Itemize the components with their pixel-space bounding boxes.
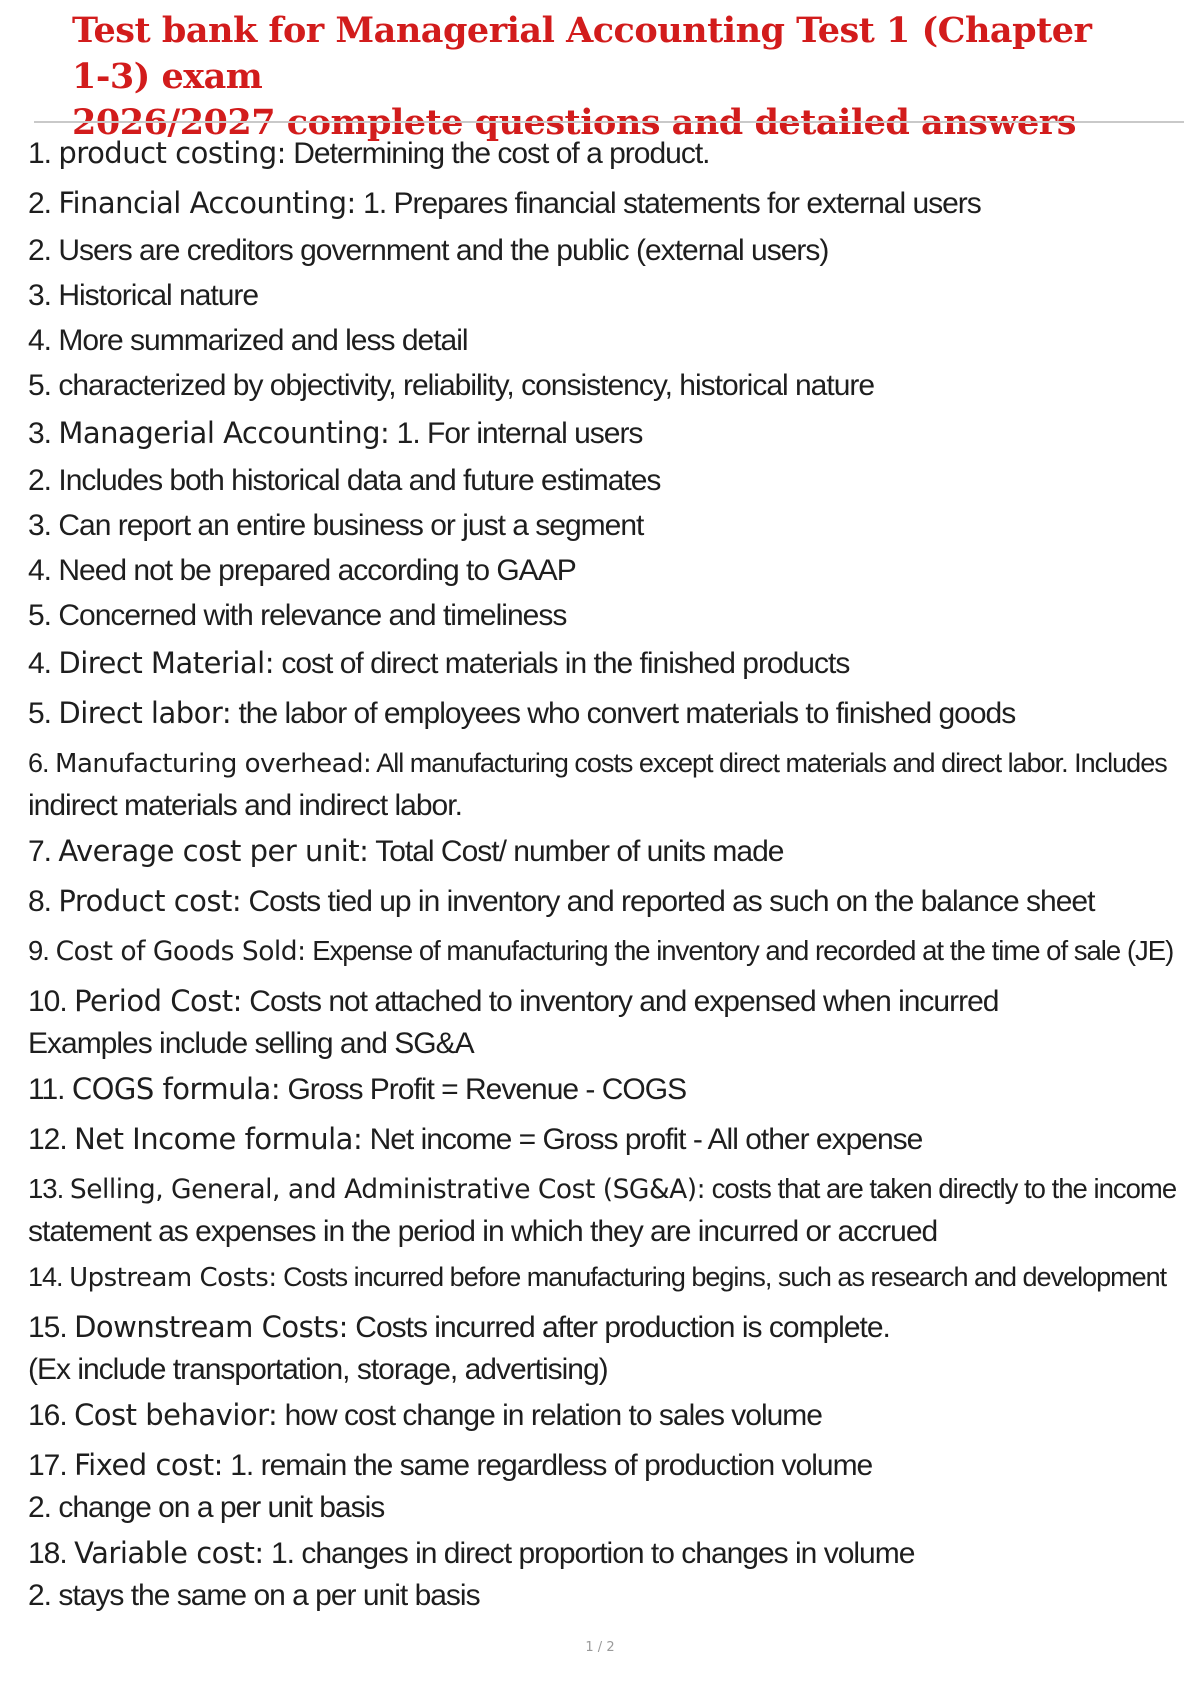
answer-continuation-line bbox=[28, 318, 1188, 363]
item-term: product costing: bbox=[58, 136, 286, 170]
line-text: 2. change on a per unit basis bbox=[28, 1491, 385, 1524]
question-item bbox=[28, 738, 1188, 788]
item-term: Financial Accounting: bbox=[58, 186, 356, 220]
item-definition: Net income = Gross profit - All other expense bbox=[369, 1123, 923, 1156]
question-item bbox=[28, 926, 1188, 976]
answer-continuation-line bbox=[28, 548, 1188, 593]
item-number: 4. bbox=[28, 647, 52, 680]
item-term: Manufacturing overhead: bbox=[55, 749, 372, 779]
item-number: 10. bbox=[28, 985, 67, 1018]
item-number: 18. bbox=[28, 1537, 67, 1570]
item-definition: Gross Profit = Revenue - COGS bbox=[287, 1073, 687, 1106]
item-term: COGS formula: bbox=[71, 1072, 281, 1106]
item-term: Cost of Goods Sold: bbox=[55, 936, 306, 967]
item-number: 13. bbox=[28, 1173, 64, 1204]
answer-continuation-line bbox=[28, 273, 1188, 318]
item-term: Cost behavior: bbox=[74, 1398, 278, 1432]
item-term: Fixed cost: bbox=[74, 1448, 223, 1482]
question-item bbox=[28, 1528, 1188, 1578]
document-title-line-2: 2026/2027 complete questions and detailed answers bbox=[72, 102, 1076, 143]
item-definition: Costs incurred before manufacturing begins, such as research and development bbox=[283, 1262, 1167, 1292]
item-number: 1. bbox=[28, 137, 52, 170]
question-item bbox=[28, 638, 1188, 688]
item-term: Upstream Costs: bbox=[69, 1263, 277, 1293]
answer-continuation-line bbox=[28, 458, 1188, 503]
question-item bbox=[28, 128, 1188, 178]
item-term: Average cost per unit: bbox=[58, 834, 369, 868]
answer-continuation-line bbox=[28, 593, 1188, 638]
item-definition: Total Cost/ number of units made bbox=[375, 835, 784, 868]
line-text: 3. Can report an entire business or just a segment bbox=[28, 509, 644, 542]
title-divider bbox=[34, 121, 1184, 123]
question-item bbox=[28, 1252, 1188, 1302]
item-definition: how cost change in relation to sales volume bbox=[284, 1399, 822, 1432]
answer-continuation-line bbox=[28, 1488, 1188, 1528]
page-indicator: 1 / 2 bbox=[585, 1640, 615, 1655]
item-definition: the labor of employees who convert materials to finished goods bbox=[238, 697, 1016, 730]
item-definition: 1. changes in direct proportion to changes in volume bbox=[270, 1537, 915, 1570]
item-definition: Determining the cost of a product. bbox=[293, 137, 710, 170]
item-definition: 1. Prepares financial statements for external users bbox=[363, 187, 981, 220]
item-definition: cost of direct materials in the finished products bbox=[281, 647, 850, 680]
item-term: Net Income formula: bbox=[74, 1122, 363, 1156]
item-number: 14. bbox=[28, 1262, 63, 1292]
answer-continuation-line bbox=[28, 228, 1188, 273]
line-text: 3. Historical nature bbox=[28, 279, 259, 312]
item-number: 6. bbox=[28, 748, 49, 778]
question-item bbox=[28, 876, 1188, 926]
question-item bbox=[28, 1302, 1188, 1352]
question-item bbox=[28, 178, 1188, 228]
question-item bbox=[28, 826, 1188, 876]
line-text: 4. Need not be prepared according to GAAP bbox=[28, 554, 576, 587]
answer-continuation-line bbox=[28, 1350, 1188, 1390]
item-number: 3. bbox=[28, 417, 52, 450]
item-term: Direct Material: bbox=[58, 646, 275, 680]
line-text: 2. stays the same on a per unit basis bbox=[28, 1579, 480, 1612]
item-number: 15. bbox=[28, 1311, 67, 1344]
item-definition: 1. remain the same regardless of production volume bbox=[230, 1449, 873, 1482]
item-number: 7. bbox=[28, 835, 52, 868]
item-term: Selling, General, and Administrative Cost (SG&A): bbox=[69, 1174, 706, 1205]
line-text: 5. characterized by objectivity, reliability, consistency, historical nature bbox=[28, 369, 875, 402]
answer-continuation-line bbox=[28, 363, 1188, 408]
answer-continuation-line bbox=[28, 786, 1188, 826]
document-title bbox=[72, 8, 1132, 146]
question-item bbox=[28, 688, 1188, 738]
item-number: 2. bbox=[28, 187, 52, 220]
item-number: 12. bbox=[28, 1123, 67, 1156]
item-number: 8. bbox=[28, 885, 52, 918]
item-definition: Costs not attached to inventory and expensed when incurred bbox=[249, 985, 999, 1018]
question-item bbox=[28, 1164, 1188, 1214]
item-definition: Costs tied up in inventory and reported as such on the balance sheet bbox=[248, 885, 1095, 918]
question-item bbox=[28, 1390, 1188, 1440]
document-title-line-1: Test bank for Managerial Accounting Test 1 (Chapter 1-3) exam bbox=[72, 10, 1092, 97]
item-term: Direct labor: bbox=[58, 696, 232, 730]
answer-continuation-line bbox=[28, 1024, 1188, 1064]
line-text: Examples include selling and SG&A bbox=[28, 1027, 474, 1060]
item-definition: 1. For internal users bbox=[396, 417, 643, 450]
item-definition: All manufacturing costs except direct materials and direct labor. Includes bbox=[376, 748, 1167, 778]
item-definition: Costs incurred after production is complete. bbox=[355, 1311, 890, 1344]
question-item bbox=[28, 1114, 1188, 1164]
answer-continuation-line bbox=[28, 1212, 1188, 1252]
question-item bbox=[28, 408, 1188, 458]
answer-continuation-line bbox=[28, 1576, 1188, 1616]
item-term: Variable cost: bbox=[74, 1536, 264, 1570]
item-number: 17. bbox=[28, 1449, 67, 1482]
line-text: indirect materials and indirect labor. bbox=[28, 789, 462, 822]
item-definition: costs that are taken directly to the income bbox=[711, 1173, 1177, 1204]
item-definition: Expense of manufacturing the inventory and recorded at the time of sale (JE) bbox=[312, 935, 1174, 966]
line-text: statement as expenses in the period in which they are incurred or accrued bbox=[28, 1215, 938, 1248]
question-item bbox=[28, 1064, 1188, 1114]
line-text: 4. More summarized and less detail bbox=[28, 324, 468, 357]
question-answer-list bbox=[28, 128, 1188, 1616]
answer-continuation-line bbox=[28, 503, 1188, 548]
item-number: 11. bbox=[28, 1073, 65, 1106]
item-term: Period Cost: bbox=[74, 984, 242, 1018]
item-term: Downstream Costs: bbox=[74, 1310, 348, 1344]
line-text: 2. Users are creditors government and the public (external users) bbox=[28, 234, 829, 267]
item-term: Managerial Accounting: bbox=[58, 416, 390, 450]
item-number: 16. bbox=[28, 1399, 67, 1432]
item-number: 5. bbox=[28, 697, 52, 730]
item-number: 9. bbox=[28, 935, 49, 966]
line-text: 2. Includes both historical data and future estimates bbox=[28, 464, 661, 497]
line-text: (Ex include transportation, storage, advertising) bbox=[28, 1353, 608, 1386]
question-item bbox=[28, 976, 1188, 1026]
item-term: Product cost: bbox=[58, 884, 242, 918]
question-item bbox=[28, 1440, 1188, 1490]
line-text: 5. Concerned with relevance and timeliness bbox=[28, 599, 567, 632]
